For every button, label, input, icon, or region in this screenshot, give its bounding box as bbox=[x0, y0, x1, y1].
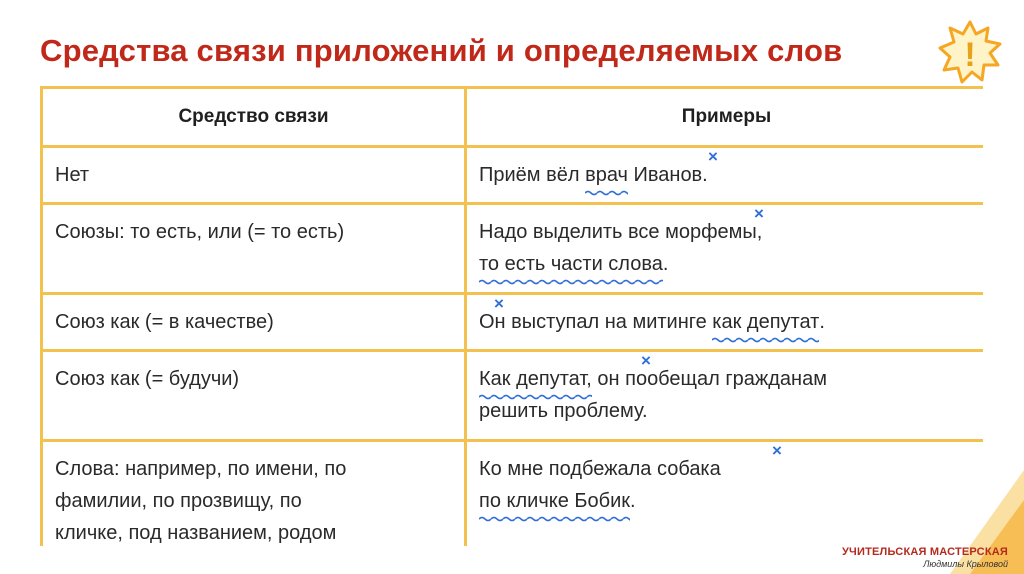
row-5-means bbox=[43, 442, 464, 558]
cross-mark-icon: × bbox=[641, 351, 651, 370]
example-line: Ко мне подбежала собака bbox=[479, 458, 721, 480]
row-5-example bbox=[467, 442, 986, 558]
example-line: по кличке Бобик. bbox=[479, 485, 974, 517]
underlined-word: по кличке Бобик bbox=[479, 485, 630, 517]
header-means: Средство связи bbox=[43, 89, 464, 145]
cross-mark-icon: × bbox=[772, 441, 782, 460]
row-2-example bbox=[467, 205, 986, 292]
row-1-example bbox=[467, 148, 986, 202]
cross-mark-icon: × bbox=[754, 204, 764, 223]
footer-line-1: УЧИТЕЛЬСКАЯ МАСТЕРСКАЯ bbox=[842, 546, 1008, 558]
header-examples: Примеры bbox=[467, 89, 986, 145]
cross-mark-icon: × bbox=[494, 294, 504, 313]
means-line: Нет bbox=[55, 164, 90, 186]
row-3-means bbox=[43, 295, 464, 349]
means-line: кличке, под названием, родом bbox=[55, 522, 337, 544]
row-2-means bbox=[43, 205, 464, 292]
row-1-means bbox=[43, 148, 464, 202]
row-4-example bbox=[467, 352, 986, 439]
underlined-word: то есть части слова bbox=[479, 248, 663, 280]
badge-symbol: ! bbox=[964, 36, 976, 74]
footer-logo bbox=[838, 542, 1024, 574]
footer-line-2: Людмилы Крыловой bbox=[923, 559, 1008, 569]
underlined-word: Как депутат, bbox=[479, 363, 592, 395]
means-line: Союз как (= будучи) bbox=[55, 368, 240, 390]
example-line: то есть части слова. bbox=[479, 248, 974, 280]
means-line: фамилии, по прозвищу, по bbox=[55, 490, 302, 512]
cross-mark-icon: × bbox=[708, 147, 718, 166]
means-line: Союзы: то есть, или (= то есть) bbox=[55, 221, 345, 243]
comparison-table bbox=[40, 86, 983, 546]
underlined-word: как депутат bbox=[712, 306, 819, 338]
example-line: Он выступал на митинге как депутат. bbox=[479, 306, 974, 338]
example-line: Приём вёл врач Иванов. bbox=[479, 159, 974, 191]
example-line: решить проблему. bbox=[479, 400, 648, 422]
row-3-example bbox=[467, 295, 986, 349]
example-line: Надо выделить все морфемы, bbox=[479, 221, 763, 243]
means-line: Союз как (= в качестве) bbox=[55, 311, 274, 333]
page-title: Средства связи приложений и определяемых слов bbox=[40, 33, 843, 68]
row-4-means bbox=[43, 352, 464, 439]
example-line: Как депутат, он пообещал гражданам bbox=[479, 363, 974, 395]
underlined-word: врач bbox=[585, 159, 628, 191]
means-line: Слова: например, по имени, по bbox=[55, 458, 347, 480]
exclamation-badge-icon bbox=[938, 20, 1002, 88]
